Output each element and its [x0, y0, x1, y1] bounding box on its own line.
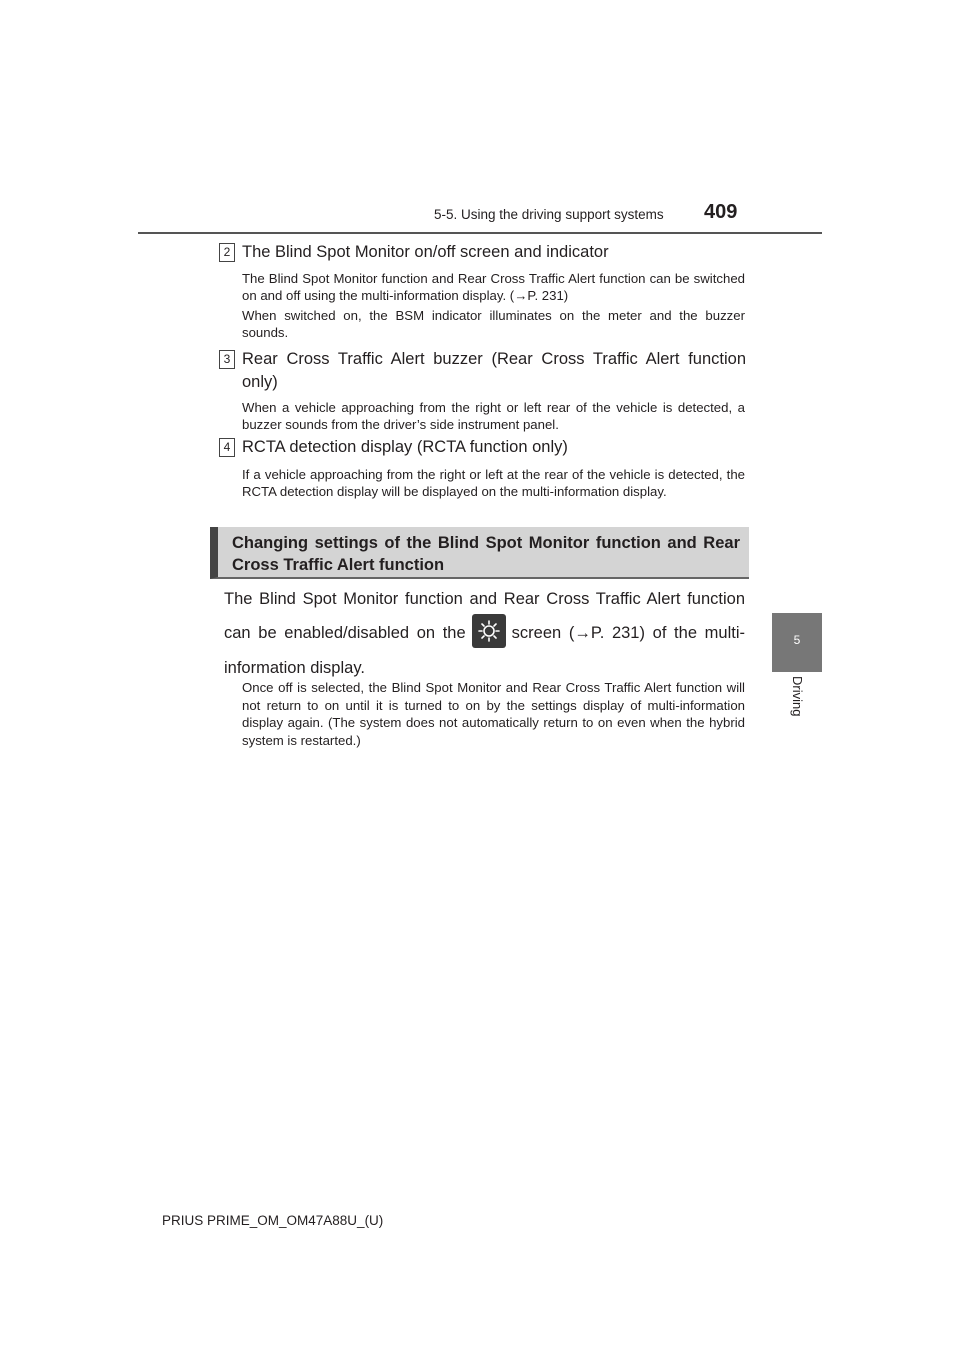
item-paragraph: When switched on, the BSM indicator illuminates on the meter and the buzzer sounds. [242, 308, 745, 340]
section-heading: Changing settings of the Blind Spot Monitor function and Rear Cross Traffic Alert function [232, 534, 740, 574]
item-heading: RCTA detection display (RCTA function only) [242, 438, 568, 456]
footer-code: PRIUS PRIME_OM_OM47A88U_(U) [162, 1213, 384, 1228]
item-number-badge: 4 [219, 438, 235, 457]
chapter-tab [772, 613, 822, 672]
section-main-paragraph [224, 582, 745, 685]
item-paragraph: If a vehicle approaching from the right or left at the rear of the vehicle is detected, the RCTA detection display will be displayed on the multi-information display. [242, 467, 745, 499]
item-body [242, 270, 745, 344]
settings-gear-icon [472, 614, 506, 648]
section-note: Once off is selected, the Blind Spot Monitor and Rear Cross Traffic Alert function will not return to on until it is turned to on by the settings display of multi-information display again. (The system does not automatically return to on even when the hybrid system is restarted.) [242, 680, 745, 748]
item-heading: Rear Cross Traffic Alert buzzer (Rear Cross Traffic Alert function only) [242, 350, 746, 391]
page-number: 409 [704, 201, 738, 223]
item-body [242, 466, 745, 503]
header-section-title: 5-5. Using the driving support systems [434, 207, 664, 222]
item-heading: The Blind Spot Monitor on/off screen and indicator [242, 243, 609, 261]
item-body [242, 399, 745, 436]
item-paragraph: The Blind Spot Monitor function and Rear Cross Traffic Alert function can be switched on and off using the multi-information display. (→P. 231) [242, 271, 745, 303]
header-divider [138, 232, 822, 234]
section-heading-box [210, 527, 749, 579]
item-paragraph: When a vehicle approaching from the right or left rear of the vehicle is detected, a buzzer sounds from the driver’s side instrument panel. [242, 400, 745, 432]
item-number-badge: 2 [219, 243, 235, 262]
chapter-number: 5 [793, 633, 801, 647]
paragraph-text: The Blind Spot Monitor function and Rear Cross Traffic Alert function can be enabled/disabled on the [224, 590, 745, 642]
item-number-badge: 3 [219, 350, 235, 369]
chapter-label: Driving [790, 676, 805, 717]
paragraph-text: screen (→P. 231) of the multi-information display. [224, 624, 745, 677]
